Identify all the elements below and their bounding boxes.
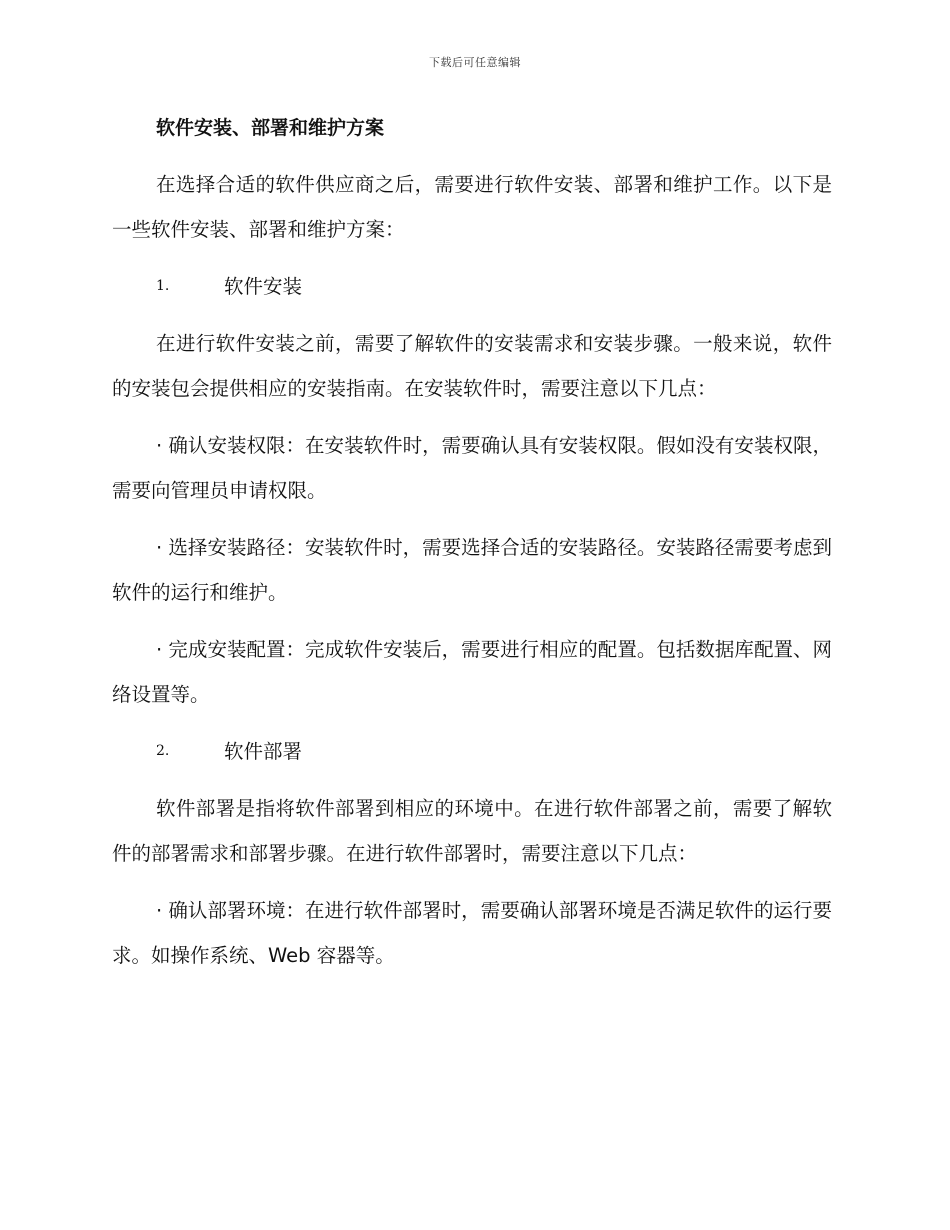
document-body: [112, 110, 832, 990]
bullet-item: · 确认安装权限：在安装软件时，需要确认具有安装权限。假如没有安装权限，需要向管理员申请权限。: [112, 434, 832, 502]
bullet-item: · 确认部署环境：在进行软件部署时，需要确认部署环境是否满足软件的运行要求。如操作系统、Web 容器等。: [112, 899, 832, 967]
section-heading-deploy: [112, 729, 832, 774]
page-header: 下载后可任意编辑: [429, 56, 521, 69]
deploy-paragraph: 软件部署是指将软件部署到相应的环境中。在进行软件部署之前，需要了解软件的部署需求和部署步骤。在进行软件部署时，需要注意以下几点：: [112, 797, 832, 865]
bullet-item: · 选择安装路径：安装软件时，需要选择合适的安装路径。安装路径需要考虑到软件的运行和维护。: [112, 536, 832, 604]
install-paragraph: 在进行软件安装之前，需要了解软件的安装需求和安装步骤。一般来说，软件的安装包会提供相应的安装指南。在安装软件时，需要注意以下几点：: [112, 332, 832, 400]
section-heading-text: 软件部署: [224, 740, 303, 763]
bullet-item: · 完成安装配置：完成软件安装后，需要进行相应的配置。包括数据库配置、网络设置等。: [112, 638, 832, 706]
section-number: 2.: [156, 743, 170, 759]
section-heading-text: 软件安装: [224, 275, 303, 298]
section-heading-install: [112, 264, 832, 309]
intro-paragraph: 在选择合适的软件供应商之后，需要进行软件安装、部署和维护工作。以下是一些软件安装、部署和维护方案：: [112, 173, 832, 241]
document-title: 软件安装、部署和维护方案: [156, 117, 385, 139]
section-number: 1.: [156, 278, 170, 294]
